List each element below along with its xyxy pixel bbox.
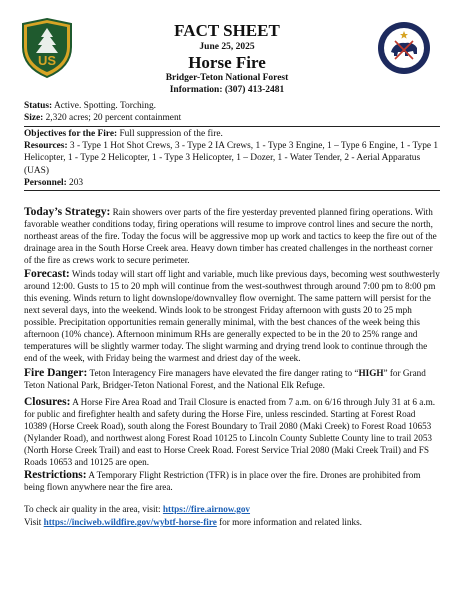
objectives-line (24, 128, 440, 140)
size-line (24, 112, 440, 124)
status-block (24, 100, 440, 124)
status-value: Active. Spotting. Torching. (52, 101, 156, 111)
fire-name: Horse Fire (188, 53, 266, 72)
fire-danger-section (24, 367, 440, 391)
document-header (80, 22, 374, 96)
shield-main-text: US (37, 53, 57, 68)
strategy-section (24, 206, 440, 266)
restrictions-section (24, 469, 440, 493)
forest-name: Bridger-Teton National Forest (165, 73, 289, 83)
resources-label: Resources: (24, 141, 68, 152)
closures-heading: Closures: (24, 396, 71, 408)
airnow-link[interactable]: https://fire.airnow.gov (162, 504, 251, 514)
information-phone: Information: (307) 413-2481 (169, 85, 285, 95)
personnel-value: 203 (66, 177, 84, 188)
personnel-label: Personnel: (24, 177, 67, 188)
resources-value: 3 - Type 1 Hot Shot Crews, 3 - Type 2 IA Crews, 1 - Type 3 Engine, 1 – Type 6 Engine, 1 - Type 1 Helicopter, 1 - Type 2 Helicopter, 1 - Type 3 Helicopter, 1 – Dozer, 1 - Water Tender, 2 - Aerial Apparatus (UAS) (24, 141, 439, 176)
fire-danger-rating: HIGH (358, 368, 384, 378)
restrictions-body: A Temporary Flight Restriction (TFR) is in place over the fire. Drones are prohibited from being flown anywhere near the fire area. (24, 470, 421, 492)
restrictions-heading: Restrictions: (24, 469, 87, 481)
fire-danger-body-end: ” for Grand Teton National Park, Bridger-Teton National Forest, and the National Elk Refuge. (24, 368, 426, 390)
strategy-heading: Today’s Strategy: (24, 206, 111, 218)
inciweb-line (24, 516, 440, 529)
closures-section (24, 396, 440, 468)
size-label: Size: (24, 113, 44, 124)
forecast-body: Winds today will start off light and variable, much like previous days, becoming west southwesterly around 12:00. Gusts to 15 to 20 mph will continue from the west-southwest through around 7:00 pm to 8:00 pm this evening. Winds return to light downslope/downvalley flow overnight. The same pattern will persist for the next several days, into the weekend. Winds look to be strongest Friday afternoon with gusts 20 to 25 mph possible. Precipitation opportunities remain generally minimal, with the best chances of the week being this afternoon (10% chance). Afternoon minimum RHs are generally expected to be in the 20 to 25% range and temperatures will be slightly warmer today. The slight warming and drying trend look to continue through the end of the week, with Friday being the warmest and driest day of the week. (24, 269, 440, 363)
inciweb-prefix: Visit (24, 517, 44, 527)
objectives-value: Full suppression of the fire. (117, 129, 223, 139)
air-quality-prefix: To check air quality in the area, visit: (24, 504, 163, 514)
closures-body: A Horse Fire Area Road and Trail Closure is enacted from 7 a.m. on 6/16 through July 31 at 6 a.m. for public and firefighter health and safety during the Horse Fire, unless rescinded. Starting at Forest Road 10389 (Horse Creek Road), south along the Forest Boundary to Trail 2080 (Maki Creek) to Forest Road 10653 (Nylander Road), and northwest along Forest Road 10125 to Lincoln County Sublette County line to trail 2053 (North Horse Creek Trail) and east to Horse Creek Road. Forest Service Trial 2080 (Maki Creek Trail) and FS Roads 10653 and 10125 are open. (24, 397, 436, 467)
inciweb-link[interactable]: https://inciweb.wildfire.gov/wybtf-horse-fire (43, 517, 217, 527)
fire-danger-heading: Fire Danger: (24, 367, 88, 379)
objectives-block (24, 126, 440, 191)
objectives-label: Objectives for the Fire: (24, 129, 118, 139)
forecast-section (24, 268, 440, 364)
air-quality-line (24, 503, 440, 516)
forecast-heading: Forecast: (24, 268, 70, 280)
report-date: June 25, 2025 (199, 42, 255, 52)
page-title: FACT SHEET (174, 21, 280, 40)
size-value: 2,320 acres; 20 percent containment (43, 113, 182, 124)
inciweb-suffix: for more information and related links. (216, 517, 362, 527)
forest-service-shield-logo (19, 17, 75, 79)
wyoming-imt-badge-logo (377, 21, 431, 75)
links-block (24, 503, 440, 529)
status-label: Status: (24, 101, 53, 111)
status-line (24, 100, 440, 112)
fire-danger-body-start: Teton Interagency Fire managers have elevated the fire danger rating to “ (87, 368, 359, 378)
resources-line (24, 140, 440, 177)
strategy-body: Rain showers over parts of the fire yesterday prevented planned firing operations. With favorable weather conditions today, firing operations will resume to improve control lines and secure the north, northeast areas of the fire. Today the focus will be aggressive mop up work and tactics to keep the fire out of the drainage area in the South Horse Creek area. Heavy down timber has created challenges in the northeast corner of the fire as crews work to secure perimeter. (24, 207, 437, 265)
personnel-line (24, 177, 440, 189)
